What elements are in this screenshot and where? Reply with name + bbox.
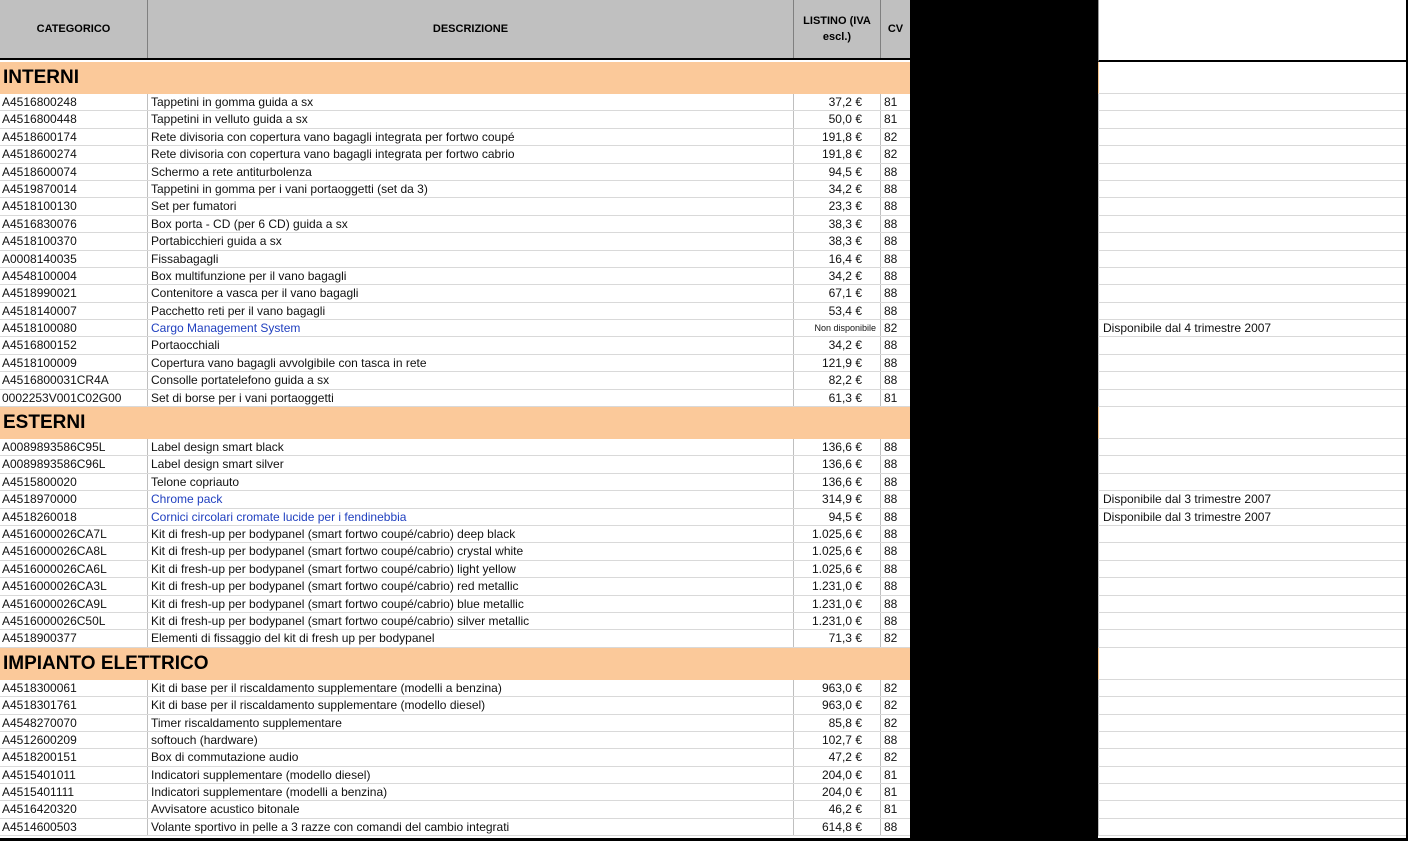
description-cell[interactable]: Pacchetto reti per il vano bagagli <box>148 303 794 319</box>
table-row <box>0 164 910 181</box>
description-cell[interactable]: Portaocchiali <box>148 337 794 353</box>
code-cell[interactable]: A4516800031CR4A <box>0 372 148 388</box>
note-cell[interactable] <box>1098 578 1406 595</box>
note-cell[interactable] <box>1098 285 1406 302</box>
price-cell[interactable]: 34,2 € <box>794 337 881 353</box>
notes-body <box>1098 62 1406 836</box>
table-row <box>0 198 910 215</box>
table-row <box>0 303 910 320</box>
table-row <box>0 355 910 372</box>
price-cell[interactable]: 1.231,0 € <box>794 613 881 629</box>
table-row <box>0 94 910 111</box>
table-row <box>0 613 910 630</box>
description-cell[interactable]: Avvisatore acustico bitonale <box>148 801 794 817</box>
cv-cell[interactable]: 88 <box>884 251 898 266</box>
description-cell[interactable]: Rete divisoria con copertura vano bagagli integrata per fortwo coupé <box>148 129 794 145</box>
description-cell[interactable]: Contenitore a vasca per il vano bagagli <box>148 285 794 301</box>
table-row <box>0 697 910 714</box>
note-cell[interactable]: Disponibile dal 3 trimestre 2007 <box>1098 491 1406 508</box>
code-cell[interactable]: A4518200151 <box>0 749 148 765</box>
description-cell[interactable]: Label design smart silver <box>148 456 794 472</box>
code-cell[interactable]: A0089893586C96L <box>0 456 148 472</box>
description-cell[interactable]: Kit di base per il riscaldamento supplementare (modelli a benzina) <box>148 680 794 696</box>
code-cell[interactable]: A4518900377 <box>0 630 148 646</box>
description-cell[interactable]: Box porta - CD (per 6 CD) guida a sx <box>148 216 794 232</box>
code-cell[interactable]: A4516800448 <box>0 111 148 127</box>
table-row <box>0 285 910 302</box>
description-cell[interactable]: Kit di base per il riscaldamento supplementare (modello diesel) <box>148 697 794 713</box>
code-cell[interactable]: A0008140035 <box>0 251 148 267</box>
note-cell[interactable] <box>1098 543 1406 560</box>
code-cell[interactable]: A4516830076 <box>0 216 148 232</box>
header-description[interactable]: DESCRIZIONE <box>148 0 794 58</box>
cv-cell[interactable]: 81 <box>884 802 898 817</box>
cv-cell[interactable]: 88 <box>884 355 898 370</box>
code-cell[interactable]: A4518100009 <box>0 355 148 371</box>
price-cell[interactable]: 136,6 € <box>794 439 881 455</box>
cv-cell[interactable]: 81 <box>884 767 898 782</box>
description-cell[interactable]: Rete divisoria con copertura vano bagagli integrata per fortwo cabrio <box>148 146 794 162</box>
description-cell[interactable]: Copertura vano bagagli avvolgibile con tasca in rete <box>148 355 794 371</box>
table-row <box>0 111 910 128</box>
notes-section-cell[interactable] <box>1098 648 1406 680</box>
cv-cell[interactable]: 81 <box>884 95 898 109</box>
cv-cell[interactable]: 81 <box>884 112 898 127</box>
code-cell[interactable]: A0089893586C95L <box>0 439 148 455</box>
code-cell[interactable]: A4515401011 <box>0 767 148 783</box>
cv-cell[interactable]: 82 <box>884 750 898 765</box>
description-cell[interactable]: Set di borse per i vani portaoggetti <box>148 390 794 406</box>
description-cell[interactable]: Box multifunzione per il vano bagagli <box>148 268 794 284</box>
code-cell[interactable]: A4516800248 <box>0 94 148 110</box>
price-cell[interactable]: 963,0 € <box>794 697 881 713</box>
cv-cell[interactable]: 88 <box>884 303 898 318</box>
code-cell[interactable]: A4518990021 <box>0 285 148 301</box>
code-cell[interactable]: A4518100370 <box>0 233 148 249</box>
price-cell[interactable]: 102,7 € <box>794 732 881 748</box>
note-cell[interactable] <box>1098 181 1406 198</box>
code-cell[interactable]: A4516000026CA3L <box>0 578 148 594</box>
code-cell[interactable]: A4516000026CA8L <box>0 543 148 559</box>
cv-cell[interactable]: 88 <box>884 164 898 179</box>
description-cell[interactable]: Indicatori supplementare (modelli a benzina) <box>148 784 794 800</box>
table-row <box>0 129 910 146</box>
table-row <box>0 372 910 389</box>
cv-cell[interactable]: 88 <box>884 613 898 628</box>
cv-cell[interactable]: 88 <box>884 474 898 489</box>
description-cell[interactable]: Cargo Management System <box>148 320 794 336</box>
cv-cell[interactable]: 88 <box>884 596 898 611</box>
description-cell[interactable]: Portabicchieri guida a sx <box>148 233 794 249</box>
cv-cell[interactable]: 88 <box>884 268 898 283</box>
note-cell[interactable] <box>1098 164 1406 181</box>
code-cell[interactable]: A4518100080 <box>0 320 148 336</box>
price-cell[interactable]: 963,0 € <box>794 680 881 696</box>
table-row <box>0 561 910 578</box>
code-cell[interactable]: A4548100004 <box>0 268 148 284</box>
description-cell[interactable]: Timer riscaldamento supplementare <box>148 715 794 731</box>
table-row <box>0 491 910 508</box>
description-cell[interactable]: Kit di fresh-up per bodypanel (smart fortwo coupé/cabrio) deep black <box>148 526 794 542</box>
cv-cell[interactable]: 88 <box>884 526 898 541</box>
code-cell[interactable]: A4518600074 <box>0 164 148 180</box>
price-cell[interactable]: 204,0 € <box>794 767 881 783</box>
code-cell[interactable]: A4512600209 <box>0 732 148 748</box>
note-cell[interactable] <box>1098 697 1406 714</box>
table-row <box>0 320 910 337</box>
table-row <box>0 251 910 268</box>
table-row <box>0 509 910 526</box>
cv-cell[interactable]: 88 <box>884 544 898 559</box>
code-cell[interactable]: 0002253V001C02G00 <box>0 390 148 406</box>
price-cell[interactable]: 1.025,6 € <box>794 543 881 559</box>
price-cell[interactable]: 94,5 € <box>794 164 881 180</box>
price-cell[interactable]: 1.231,0 € <box>794 596 881 612</box>
code-cell[interactable]: A4515401111 <box>0 784 148 800</box>
table-row <box>0 784 910 801</box>
description-cell[interactable]: Indicatori supplementare (modello diesel) <box>148 767 794 783</box>
table-row <box>0 337 910 354</box>
price-cell[interactable]: 61,3 € <box>794 390 881 406</box>
description-cell[interactable]: Tappetini in gomma per i vani portaoggetti (set da 3) <box>148 181 794 197</box>
code-cell[interactable]: A4518260018 <box>0 509 148 525</box>
cv-cell[interactable]: 88 <box>884 819 898 834</box>
price-cell[interactable]: 1.025,6 € <box>794 561 881 577</box>
cv-cell[interactable]: 88 <box>884 286 898 301</box>
table-row <box>0 732 910 749</box>
cv-cell[interactable]: 88 <box>884 457 898 472</box>
table-row <box>0 439 910 456</box>
cv-cell[interactable]: 82 <box>884 698 898 713</box>
table-row <box>0 715 910 732</box>
description-cell[interactable]: Label design smart black <box>148 439 794 455</box>
cv-cell[interactable]: 88 <box>884 338 898 353</box>
table-row <box>0 146 910 163</box>
note-cell[interactable] <box>1098 303 1406 320</box>
table-row <box>0 181 910 198</box>
notes-section-cell[interactable] <box>1098 62 1406 94</box>
note-cell[interactable]: Disponibile dal 3 trimestre 2007 <box>1098 509 1406 526</box>
section-header: INTERNI <box>0 62 910 94</box>
price-cell[interactable]: 71,3 € <box>794 630 881 646</box>
table-row <box>0 474 910 491</box>
description-cell[interactable]: Cornici circolari cromate lucide per i fendinebbia <box>148 509 794 525</box>
cv-cell[interactable]: 82 <box>884 147 898 162</box>
cv-cell[interactable]: 88 <box>884 216 898 231</box>
table-row <box>0 526 910 543</box>
note-cell[interactable] <box>1098 526 1406 543</box>
cv-cell[interactable]: 88 <box>884 561 898 576</box>
note-cell[interactable] <box>1098 596 1406 613</box>
notes-column <box>1098 0 1406 838</box>
code-cell[interactable]: A4548270070 <box>0 715 148 731</box>
note-cell[interactable] <box>1098 198 1406 215</box>
description-cell[interactable]: Elementi di fissaggio del kit di fresh up per bodypanel <box>148 630 794 646</box>
code-cell[interactable]: A4514600503 <box>0 819 148 835</box>
price-cell[interactable]: 50,0 € <box>794 111 881 127</box>
code-cell[interactable]: A4518970000 <box>0 491 148 507</box>
price-cell[interactable]: 37,2 € <box>794 94 881 110</box>
cv-cell[interactable]: 82 <box>884 321 898 336</box>
price-cell[interactable]: 38,3 € <box>794 216 881 232</box>
note-cell[interactable] <box>1098 456 1406 473</box>
price-cell[interactable]: 1.231,0 € <box>794 578 881 594</box>
table-header <box>0 0 910 60</box>
price-cell[interactable]: Non disponibile <box>794 320 881 336</box>
note-cell[interactable] <box>1098 390 1406 407</box>
table-row <box>0 630 910 647</box>
cv-cell[interactable]: 88 <box>884 199 898 214</box>
note-cell[interactable] <box>1098 439 1406 456</box>
price-cell[interactable]: 47,2 € <box>794 749 881 765</box>
notes-header[interactable] <box>1098 0 1406 62</box>
price-cell[interactable]: 314,9 € <box>794 491 881 507</box>
price-cell[interactable]: 34,2 € <box>794 268 881 284</box>
table-row <box>0 819 910 836</box>
description-cell[interactable]: Kit di fresh-up per bodypanel (smart fortwo coupé/cabrio) silver metallic <box>148 613 794 629</box>
table-row <box>0 543 910 560</box>
note-cell[interactable]: Disponibile dal 4 trimestre 2007 <box>1098 320 1406 337</box>
description-cell[interactable]: Consolle portatelefono guida a sx <box>148 372 794 388</box>
code-cell[interactable]: A4519870014 <box>0 181 148 197</box>
table-row <box>0 390 910 407</box>
price-cell[interactable]: 1.025,6 € <box>794 526 881 542</box>
note-cell[interactable] <box>1098 630 1406 647</box>
code-cell[interactable]: A4516000026C50L <box>0 613 148 629</box>
price-cell[interactable]: 34,2 € <box>794 181 881 197</box>
code-cell[interactable]: A4515800020 <box>0 474 148 490</box>
notes-section-cell[interactable] <box>1098 407 1406 439</box>
table-row <box>0 233 910 250</box>
table-row <box>0 268 910 285</box>
section-header: IMPIANTO ELETTRICO <box>0 648 910 680</box>
table-row <box>0 456 910 473</box>
note-cell[interactable] <box>1098 732 1406 749</box>
table-row <box>0 749 910 766</box>
note-cell[interactable] <box>1098 233 1406 250</box>
cv-cell[interactable]: 88 <box>884 234 898 249</box>
header-cv[interactable]: CV <box>887 23 904 35</box>
code-cell[interactable]: A4516000026CA6L <box>0 561 148 577</box>
code-cell[interactable]: A4518100130 <box>0 198 148 214</box>
table-row <box>0 680 910 697</box>
price-cell[interactable]: 38,3 € <box>794 233 881 249</box>
description-cell[interactable]: Set per fumatori <box>148 198 794 214</box>
code-cell[interactable]: A4516800152 <box>0 337 148 353</box>
price-cell[interactable]: 53,4 € <box>794 303 881 319</box>
code-cell[interactable]: A4518600174 <box>0 129 148 145</box>
code-cell[interactable]: A4518600274 <box>0 146 148 162</box>
description-cell[interactable]: Kit di fresh-up per bodypanel (smart fortwo coupé/cabrio) red metallic <box>148 578 794 594</box>
table-row <box>0 578 910 595</box>
header-code[interactable]: CATEGORICO <box>0 0 148 58</box>
price-cell[interactable]: 191,8 € <box>794 146 881 162</box>
table-body <box>0 62 910 836</box>
cv-cell[interactable]: 82 <box>884 129 898 144</box>
cv-cell[interactable]: 88 <box>884 492 898 507</box>
cv-cell[interactable]: 88 <box>884 440 898 455</box>
note-cell[interactable] <box>1098 801 1406 818</box>
price-cell[interactable]: 46,2 € <box>794 801 881 817</box>
header-price[interactable]: LISTINO (IVA escl.) <box>794 0 881 58</box>
note-cell[interactable] <box>1098 129 1406 146</box>
description-cell[interactable]: softouch (hardware) <box>148 732 794 748</box>
price-cell[interactable]: 85,8 € <box>794 715 881 731</box>
note-cell[interactable] <box>1098 94 1406 111</box>
description-cell[interactable]: Tappetini in gomma guida a sx <box>148 94 794 110</box>
note-cell[interactable] <box>1098 749 1406 766</box>
note-cell[interactable] <box>1098 216 1406 233</box>
note-cell[interactable] <box>1098 337 1406 354</box>
table-row <box>0 801 910 818</box>
section-header: ESTERNI <box>0 407 910 439</box>
price-cell[interactable]: 204,0 € <box>794 784 881 800</box>
cv-cell[interactable]: 88 <box>884 373 898 388</box>
note-cell[interactable] <box>1098 613 1406 630</box>
note-cell[interactable] <box>1098 355 1406 372</box>
cv-cell[interactable]: 88 <box>884 732 898 747</box>
price-cell[interactable]: 614,8 € <box>794 819 881 835</box>
description-cell[interactable]: Volante sportivo in pelle a 3 razze con comandi del cambio integrati <box>148 819 794 835</box>
cv-cell[interactable]: 82 <box>884 631 898 646</box>
note-cell[interactable] <box>1098 715 1406 732</box>
description-cell[interactable]: Box di commutazione audio <box>148 749 794 765</box>
cv-cell[interactable]: 81 <box>884 390 898 405</box>
description-cell[interactable]: Schermo a rete antiturbolenza <box>148 164 794 180</box>
price-cell[interactable]: 16,4 € <box>794 251 881 267</box>
cv-cell[interactable]: 88 <box>884 579 898 594</box>
description-cell[interactable]: Chrome pack <box>148 491 794 507</box>
price-cell[interactable]: 94,5 € <box>794 509 881 525</box>
price-cell[interactable]: 136,6 € <box>794 456 881 472</box>
note-cell[interactable] <box>1098 767 1406 784</box>
note-cell[interactable] <box>1098 784 1406 801</box>
table-row <box>0 596 910 613</box>
description-cell[interactable]: Telone copriauto <box>148 474 794 490</box>
code-cell[interactable]: A4518300061 <box>0 680 148 696</box>
note-cell[interactable] <box>1098 251 1406 268</box>
cv-cell[interactable]: 88 <box>884 181 898 196</box>
code-cell[interactable]: A4516000026CA9L <box>0 596 148 612</box>
note-cell[interactable] <box>1098 146 1406 163</box>
description-cell[interactable]: Kit di fresh-up per bodypanel (smart fortwo coupé/cabrio) crystal white <box>148 543 794 559</box>
note-cell[interactable] <box>1098 372 1406 389</box>
note-cell[interactable] <box>1098 474 1406 491</box>
price-cell[interactable]: 23,3 € <box>794 198 881 214</box>
cv-cell[interactable]: 82 <box>884 680 898 695</box>
price-cell[interactable]: 67,1 € <box>794 285 881 301</box>
price-cell[interactable]: 82,2 € <box>794 372 881 388</box>
note-cell[interactable] <box>1098 561 1406 578</box>
table-row <box>0 216 910 233</box>
description-cell[interactable]: Fissabagagli <box>148 251 794 267</box>
cv-cell[interactable]: 81 <box>884 785 898 800</box>
note-cell[interactable] <box>1098 268 1406 285</box>
code-cell[interactable]: A4518301761 <box>0 697 148 713</box>
code-cell[interactable]: A4518140007 <box>0 303 148 319</box>
cv-cell[interactable]: 88 <box>884 509 898 524</box>
description-cell[interactable]: Kit di fresh-up per bodypanel (smart fortwo coupé/cabrio) blue metallic <box>148 596 794 612</box>
price-cell[interactable]: 121,9 € <box>794 355 881 371</box>
description-cell[interactable]: Tappetini in velluto guida a sx <box>148 111 794 127</box>
note-cell[interactable] <box>1098 819 1406 836</box>
code-cell[interactable]: A4516420320 <box>0 801 148 817</box>
code-cell[interactable]: A4516000026CA7L <box>0 526 148 542</box>
note-cell[interactable] <box>1098 111 1406 128</box>
cv-cell[interactable]: 82 <box>884 715 898 730</box>
price-cell[interactable]: 136,6 € <box>794 474 881 490</box>
note-cell[interactable] <box>1098 680 1406 697</box>
description-cell[interactable]: Kit di fresh-up per bodypanel (smart fortwo coupé/cabrio) light yellow <box>148 561 794 577</box>
price-cell[interactable]: 191,8 € <box>794 129 881 145</box>
table-row <box>0 767 910 784</box>
